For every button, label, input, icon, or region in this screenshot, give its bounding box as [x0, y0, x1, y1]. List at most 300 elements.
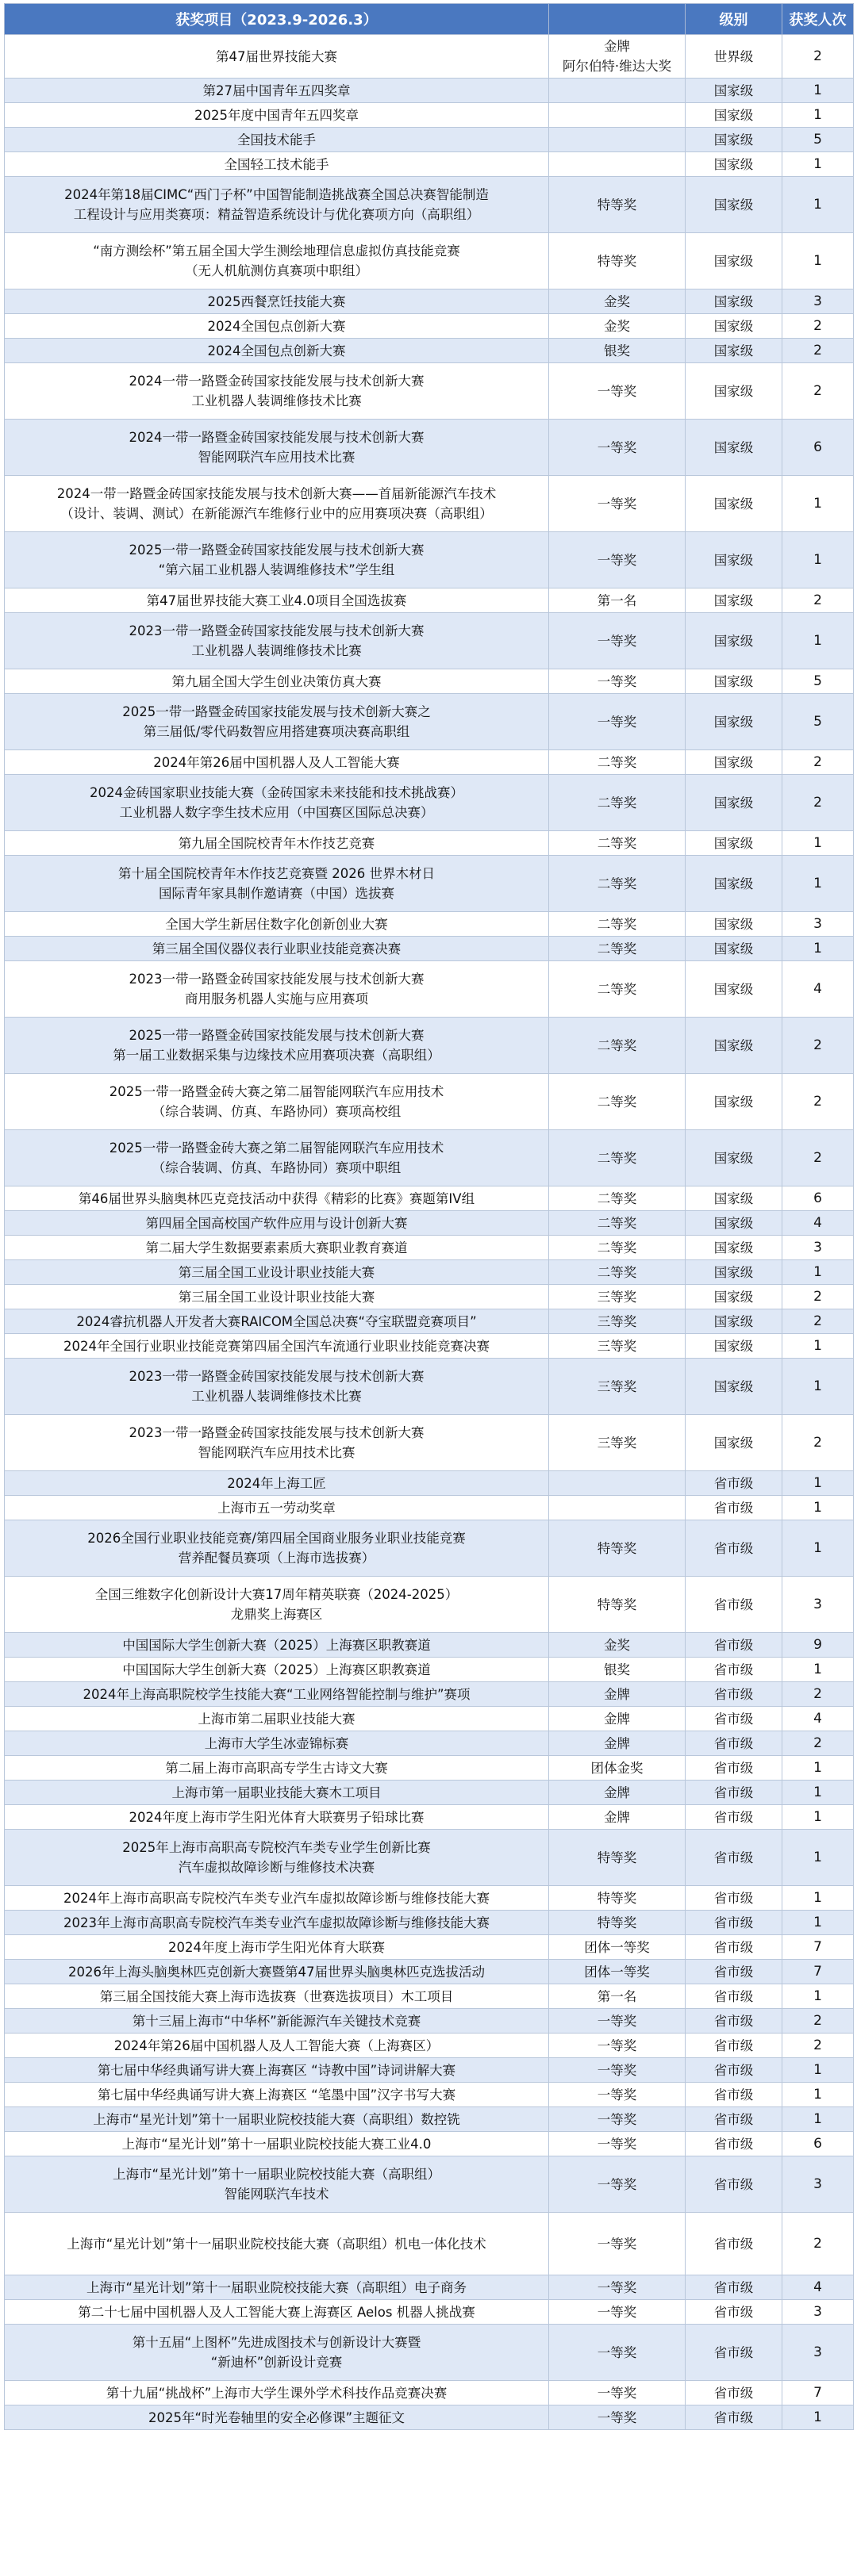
row-level-cell: 省市级: [686, 1984, 782, 2009]
table-row: [5, 420, 854, 476]
row-project-cell: 上海市“星光计划”第十一届职业院校技能大赛工业4.0: [5, 2132, 549, 2156]
awards-table: [4, 3, 854, 2430]
table-row: [5, 937, 854, 961]
row-project-cell: 2025年上海市高职高专院校汽车类专业学生创新比赛 汽车虚拟故障诊断与维修技术决赛: [5, 1830, 549, 1886]
row-level-cell: 省市级: [686, 1682, 782, 1707]
table-row: [5, 1756, 854, 1781]
row-award-cell: 一等奖: [549, 2300, 686, 2325]
table-row: [5, 613, 854, 669]
table-row: [5, 2325, 854, 2381]
table-row: [5, 1886, 854, 1911]
row-count-cell: 1: [782, 1334, 854, 1359]
row-project-cell: 第二届上海市高职高专学生古诗文大赛: [5, 1756, 549, 1781]
row-level-cell: 省市级: [686, 1471, 782, 1496]
row-level-cell: 省市级: [686, 1911, 782, 1935]
row-project-cell: 上海市第二届职业技能大赛: [5, 1707, 549, 1731]
row-count-cell: 2: [782, 1415, 854, 1471]
row-count-cell: 2: [782, 1309, 854, 1334]
row-count-cell: 1: [782, 2058, 854, 2083]
row-project-cell: 2024年全国行业职业技能竞赛第四届全国汽车流通行业职业技能竞赛决赛: [5, 1334, 549, 1359]
row-count-cell: 2: [782, 1285, 854, 1309]
row-count-cell: 6: [782, 1186, 854, 1211]
row-level-cell: 国家级: [686, 856, 782, 912]
row-level-cell: 省市级: [686, 1805, 782, 1830]
row-project-cell: 2023一带一路暨金砖国家技能发展与技术创新大赛 商用服务机器人实施与应用赛项: [5, 961, 549, 1018]
table-row: [5, 1805, 854, 1830]
row-level-cell: 国家级: [686, 314, 782, 339]
row-award-cell: 三等奖: [549, 1309, 686, 1334]
row-level-cell: 国家级: [686, 1415, 782, 1471]
row-award-cell: 二等奖: [549, 961, 686, 1018]
row-count-cell: 1: [782, 2083, 854, 2107]
row-level-cell: 省市级: [686, 1520, 782, 1577]
row-award-cell: [549, 152, 686, 177]
row-award-cell: 一等奖: [549, 2405, 686, 2430]
table-row: [5, 1781, 854, 1805]
row-level-cell: 省市级: [686, 1960, 782, 1984]
row-award-cell: 金奖: [549, 1633, 686, 1658]
row-project-cell: 2024金砖国家职业技能大赛（金砖国家未来技能和技术挑战赛） 工业机器人数字孪生技术应用（中国赛区国际总决赛）: [5, 775, 549, 831]
row-award-cell: 一等奖: [549, 2156, 686, 2213]
row-count-cell: 2: [782, 339, 854, 363]
row-award-cell: [549, 128, 686, 152]
table-row: [5, 961, 854, 1018]
row-project-cell: 上海市五一劳动奖章: [5, 1496, 549, 1520]
row-level-cell: 国家级: [686, 103, 782, 128]
row-project-cell: 上海市“星光计划”第十一届职业院校技能大赛（高职组）数控铣: [5, 2107, 549, 2132]
row-count-cell: 1: [782, 1260, 854, 1285]
row-project-cell: 第47届世界技能大赛: [5, 35, 549, 79]
table-row: [5, 1658, 854, 1682]
row-level-cell: 省市级: [686, 1658, 782, 1682]
row-award-cell: 一等奖: [549, 694, 686, 750]
row-project-cell: 全国三维数字化创新设计大赛17周年精英联赛（2024-2025） 龙鼎奖上海赛区: [5, 1577, 549, 1633]
table-row: [5, 1911, 854, 1935]
row-level-cell: 省市级: [686, 1707, 782, 1731]
table-row: [5, 152, 854, 177]
row-project-cell: 2025西餐烹饪技能大赛: [5, 289, 549, 314]
row-project-cell: 第十届全国院校青年木作技艺竞赛暨 2026 世界木材日 国际青年家具制作邀请赛（中国）选拔赛: [5, 856, 549, 912]
row-award-cell: [549, 1496, 686, 1520]
row-level-cell: 国家级: [686, 339, 782, 363]
row-award-cell: 二等奖: [549, 1074, 686, 1130]
row-level-cell: 省市级: [686, 2058, 782, 2083]
table-row: [5, 1211, 854, 1236]
header-award: [549, 4, 686, 35]
table-row: [5, 2381, 854, 2405]
row-award-cell: 一等奖: [549, 2107, 686, 2132]
row-count-cell: 1: [782, 2107, 854, 2132]
row-project-cell: 第十九届“挑战杯”上海市大学生课外学术科技作品竞赛决赛: [5, 2381, 549, 2405]
table-row: [5, 1074, 854, 1130]
table-row: [5, 2213, 854, 2275]
table-row: [5, 1935, 854, 1960]
row-award-cell: 团体一等奖: [549, 1960, 686, 1984]
row-award-cell: 特等奖: [549, 233, 686, 289]
row-count-cell: 4: [782, 2275, 854, 2300]
row-level-cell: 省市级: [686, 1731, 782, 1756]
row-project-cell: 2025年度中国青年五四奖章: [5, 103, 549, 128]
row-award-cell: 特等奖: [549, 1577, 686, 1633]
header-project: 获奖项目（2023.9-2026.3）: [5, 4, 549, 35]
row-award-cell: 一等奖: [549, 2275, 686, 2300]
row-level-cell: 国家级: [686, 1130, 782, 1186]
row-award-cell: 金牌: [549, 1707, 686, 1731]
table-row: [5, 128, 854, 152]
row-award-cell: 三等奖: [549, 1334, 686, 1359]
table-row: [5, 35, 854, 79]
row-level-cell: 国家级: [686, 289, 782, 314]
row-level-cell: 省市级: [686, 2381, 782, 2405]
row-count-cell: 4: [782, 961, 854, 1018]
row-count-cell: 1: [782, 233, 854, 289]
row-count-cell: 6: [782, 420, 854, 476]
row-level-cell: 国家级: [686, 961, 782, 1018]
row-project-cell: 2026年上海头脑奥林匹克创新大赛暨第47届世界头脑奥林匹克选拔活动: [5, 1960, 549, 1984]
row-level-cell: 国家级: [686, 128, 782, 152]
row-award-cell: 第一名: [549, 588, 686, 613]
row-count-cell: 1: [782, 1359, 854, 1415]
row-count-cell: 2: [782, 775, 854, 831]
row-award-cell: 一等奖: [549, 476, 686, 532]
row-project-cell: “南方测绘杯”第五届全国大学生测绘地理信息虚拟仿真技能竞赛 （无人机航测仿真赛项中职组）: [5, 233, 549, 289]
table-row: [5, 2405, 854, 2430]
table-row: [5, 1260, 854, 1285]
row-count-cell: 2: [782, 750, 854, 775]
row-count-cell: 1: [782, 152, 854, 177]
row-count-cell: 1: [782, 613, 854, 669]
row-project-cell: 2024全国包点创新大赛: [5, 339, 549, 363]
row-project-cell: 全国轻工技术能手: [5, 152, 549, 177]
row-count-cell: 2: [782, 588, 854, 613]
row-level-cell: 省市级: [686, 1577, 782, 1633]
table-row: [5, 363, 854, 420]
table-row: [5, 669, 854, 694]
row-level-cell: 国家级: [686, 613, 782, 669]
row-award-cell: 二等奖: [549, 1018, 686, 1074]
row-level-cell: 国家级: [686, 1359, 782, 1415]
row-count-cell: 1: [782, 103, 854, 128]
header-level: 级别: [686, 4, 782, 35]
row-award-cell: 一等奖: [549, 2325, 686, 2381]
table-row: [5, 1830, 854, 1886]
row-award-cell: 二等奖: [549, 1130, 686, 1186]
table-row: [5, 831, 854, 856]
row-level-cell: 国家级: [686, 152, 782, 177]
row-count-cell: 1: [782, 1658, 854, 1682]
row-award-cell: 金牌: [549, 1781, 686, 1805]
row-award-cell: 三等奖: [549, 1415, 686, 1471]
row-count-cell: 7: [782, 1935, 854, 1960]
table-row: [5, 476, 854, 532]
table-row: [5, 2156, 854, 2213]
row-level-cell: 国家级: [686, 420, 782, 476]
row-level-cell: 国家级: [686, 831, 782, 856]
row-project-cell: 全国技术能手: [5, 128, 549, 152]
row-level-cell: 国家级: [686, 937, 782, 961]
row-award-cell: 金牌: [549, 1682, 686, 1707]
row-level-cell: 省市级: [686, 1935, 782, 1960]
row-count-cell: 1: [782, 1471, 854, 1496]
row-award-cell: [549, 1471, 686, 1496]
row-project-cell: 第十五届“上图杯”先进成图技术与创新设计大赛暨 “新迪杯”创新设计竞赛: [5, 2325, 549, 2381]
row-project-cell: 2025年“时光卷轴里的安全必修课”主题征文: [5, 2405, 549, 2430]
table-row: [5, 1984, 854, 2009]
row-award-cell: 二等奖: [549, 775, 686, 831]
row-project-cell: 2024年度上海市学生阳光体育大联赛男子铅球比赛: [5, 1805, 549, 1830]
row-count-cell: 2: [782, 1130, 854, 1186]
row-count-cell: 2: [782, 2213, 854, 2275]
table-row: [5, 750, 854, 775]
row-count-cell: 1: [782, 1830, 854, 1886]
row-count-cell: 1: [782, 1805, 854, 1830]
row-award-cell: 特等奖: [549, 177, 686, 233]
row-project-cell: 第46届世界头脑奥林匹克竞技活动中获得《精彩的比赛》赛题第IV组: [5, 1186, 549, 1211]
row-level-cell: 国家级: [686, 1186, 782, 1211]
row-level-cell: 国家级: [686, 476, 782, 532]
table-row: [5, 314, 854, 339]
row-count-cell: 1: [782, 1984, 854, 2009]
row-level-cell: 国家级: [686, 79, 782, 103]
awards-sheet: [4, 3, 853, 2430]
row-project-cell: 第十三届上海市“中华杯”新能源汽车关键技术竞赛: [5, 2009, 549, 2034]
row-award-cell: 特等奖: [549, 1911, 686, 1935]
table-row: [5, 1334, 854, 1359]
row-project-cell: 2024年第18届CIMC“西门子杯”中国智能制造挑战赛全国总决赛智能制造 工程设计与应用类赛项：精益智造系统设计与优化赛项方向（高职组）: [5, 177, 549, 233]
row-count-cell: 2: [782, 1682, 854, 1707]
row-count-cell: 4: [782, 1211, 854, 1236]
row-award-cell: 一等奖: [549, 532, 686, 588]
table-row: [5, 1415, 854, 1471]
row-count-cell: 3: [782, 912, 854, 937]
row-level-cell: 省市级: [686, 1756, 782, 1781]
row-count-cell: 2: [782, 2034, 854, 2058]
row-level-cell: 国家级: [686, 532, 782, 588]
row-project-cell: 2024全国包点创新大赛: [5, 314, 549, 339]
table-row: [5, 1186, 854, 1211]
row-level-cell: 国家级: [686, 1334, 782, 1359]
row-award-cell: 第一名: [549, 1984, 686, 2009]
row-level-cell: 国家级: [686, 588, 782, 613]
row-project-cell: 中国国际大学生创新大赛（2025）上海赛区职教赛道: [5, 1633, 549, 1658]
row-award-cell: 二等奖: [549, 1211, 686, 1236]
row-level-cell: 国家级: [686, 694, 782, 750]
row-level-cell: 省市级: [686, 2009, 782, 2034]
row-award-cell: 金牌: [549, 1731, 686, 1756]
row-count-cell: 1: [782, 856, 854, 912]
row-project-cell: 2024年上海高职院校学生技能大赛“工业网络智能控制与维护”赛项: [5, 1682, 549, 1707]
row-award-cell: 一等奖: [549, 363, 686, 420]
row-count-cell: 1: [782, 1496, 854, 1520]
row-project-cell: 2023一带一路暨金砖国家技能发展与技术创新大赛 智能网联汽车应用技术比赛: [5, 1415, 549, 1471]
row-project-cell: 2025一带一路暨金砖国家技能发展与技术创新大赛 第一届工业数据采集与边缘技术应用赛项决赛（高职组）: [5, 1018, 549, 1074]
row-count-cell: 7: [782, 2381, 854, 2405]
table-row: [5, 2300, 854, 2325]
row-count-cell: 1: [782, 1911, 854, 1935]
row-count-cell: 1: [782, 1756, 854, 1781]
row-count-cell: 1: [782, 1520, 854, 1577]
row-award-cell: 一等奖: [549, 2132, 686, 2156]
row-level-cell: 省市级: [686, 1830, 782, 1886]
row-award-cell: 一等奖: [549, 669, 686, 694]
row-count-cell: 5: [782, 128, 854, 152]
row-level-cell: 省市级: [686, 1633, 782, 1658]
table-row: [5, 233, 854, 289]
row-count-cell: 1: [782, 177, 854, 233]
row-level-cell: 省市级: [686, 1496, 782, 1520]
table-row: [5, 1236, 854, 1260]
row-award-cell: 一等奖: [549, 2058, 686, 2083]
row-project-cell: 第47届世界技能大赛工业4.0项目全国选拔赛: [5, 588, 549, 613]
row-project-cell: 上海市“星光计划”第十一届职业院校技能大赛（高职组） 智能网联汽车技术: [5, 2156, 549, 2213]
row-project-cell: 2023一带一路暨金砖国家技能发展与技术创新大赛 工业机器人装调维修技术比赛: [5, 613, 549, 669]
row-count-cell: 3: [782, 1577, 854, 1633]
row-award-cell: 金牌 阿尔伯特·维达大奖: [549, 35, 686, 79]
row-count-cell: 7: [782, 1960, 854, 1984]
row-project-cell: 第三届全国技能大赛上海市选拔赛（世赛选拔项目）木工项目: [5, 1984, 549, 2009]
row-award-cell: 金奖: [549, 289, 686, 314]
table-row: [5, 1682, 854, 1707]
row-count-cell: 1: [782, 476, 854, 532]
row-level-cell: 国家级: [686, 1018, 782, 1074]
row-count-cell: 2: [782, 314, 854, 339]
table-row: [5, 103, 854, 128]
row-count-cell: 2: [782, 1018, 854, 1074]
row-count-cell: 1: [782, 1781, 854, 1805]
row-project-cell: 2025一带一路暨金砖大赛之第二届智能网联汽车应用技术 （综合装调、仿真、车路协同）赛项高校组: [5, 1074, 549, 1130]
row-award-cell: 二等奖: [549, 1260, 686, 1285]
row-level-cell: 国家级: [686, 1211, 782, 1236]
row-level-cell: 省市级: [686, 2300, 782, 2325]
table-row: [5, 2034, 854, 2058]
table-row: [5, 1471, 854, 1496]
row-award-cell: 特等奖: [549, 1886, 686, 1911]
row-project-cell: 全国大学生新居住数字化创新创业大赛: [5, 912, 549, 937]
row-award-cell: 三等奖: [549, 1285, 686, 1309]
row-award-cell: 二等奖: [549, 1236, 686, 1260]
row-award-cell: 二等奖: [549, 1186, 686, 1211]
row-level-cell: 国家级: [686, 1285, 782, 1309]
row-count-cell: 2: [782, 363, 854, 420]
row-project-cell: 第九届全国院校青年木作技艺竞赛: [5, 831, 549, 856]
table-row: [5, 694, 854, 750]
row-project-cell: 第九届全国大学生创业决策仿真大赛: [5, 669, 549, 694]
row-award-cell: 团体金奖: [549, 1756, 686, 1781]
table-header-row: [5, 4, 854, 35]
table-row: [5, 2083, 854, 2107]
table-row: [5, 1309, 854, 1334]
row-project-cell: 中国国际大学生创新大赛（2025）上海赛区职教赛道: [5, 1658, 549, 1682]
row-project-cell: 第四届全国高校国产软件应用与设计创新大赛: [5, 1211, 549, 1236]
row-level-cell: 国家级: [686, 1236, 782, 1260]
table-body: [5, 35, 854, 2430]
row-project-cell: 2026全国行业职业技能竞赛/第四届全国商业服务业职业技能竞赛 营养配餐员赛项（上海市选拔赛）: [5, 1520, 549, 1577]
table-row: [5, 79, 854, 103]
row-award-cell: [549, 79, 686, 103]
table-row: [5, 856, 854, 912]
row-count-cell: 2: [782, 35, 854, 79]
table-row: [5, 1018, 854, 1074]
table-row: [5, 1496, 854, 1520]
row-project-cell: 上海市第一届职业技能大赛木工项目: [5, 1781, 549, 1805]
row-project-cell: 第七届中华经典诵写讲大赛上海赛区 “笔墨中国”汉字书写大赛: [5, 2083, 549, 2107]
table-row: [5, 1577, 854, 1633]
row-level-cell: 国家级: [686, 775, 782, 831]
table-row: [5, 1633, 854, 1658]
row-award-cell: 二等奖: [549, 750, 686, 775]
table-row: [5, 2275, 854, 2300]
row-award-cell: [549, 103, 686, 128]
row-level-cell: 省市级: [686, 2275, 782, 2300]
row-count-cell: 2: [782, 1731, 854, 1756]
row-count-cell: 2: [782, 2009, 854, 2034]
table-row: [5, 339, 854, 363]
row-project-cell: 2024年上海工匠: [5, 1471, 549, 1496]
row-count-cell: 1: [782, 1886, 854, 1911]
row-count-cell: 6: [782, 2132, 854, 2156]
row-award-cell: 二等奖: [549, 912, 686, 937]
row-level-cell: 省市级: [686, 2325, 782, 2381]
row-project-cell: 2023年上海市高职高专院校汽车类专业汽车虚拟故障诊断与维修技能大赛: [5, 1911, 549, 1935]
row-level-cell: 省市级: [686, 1781, 782, 1805]
row-count-cell: 9: [782, 1633, 854, 1658]
table-row: [5, 588, 854, 613]
row-award-cell: 二等奖: [549, 937, 686, 961]
table-row: [5, 1359, 854, 1415]
row-project-cell: 第三届全国工业设计职业技能大赛: [5, 1285, 549, 1309]
row-count-cell: 5: [782, 669, 854, 694]
row-level-cell: 国家级: [686, 363, 782, 420]
row-award-cell: 银奖: [549, 339, 686, 363]
table-row: [5, 2058, 854, 2083]
row-project-cell: 2024年度上海市学生阳光体育大联赛: [5, 1935, 549, 1960]
row-count-cell: 3: [782, 289, 854, 314]
row-count-cell: 5: [782, 694, 854, 750]
table-row: [5, 1520, 854, 1577]
row-count-cell: 3: [782, 2156, 854, 2213]
row-award-cell: 二等奖: [549, 831, 686, 856]
row-award-cell: 银奖: [549, 1658, 686, 1682]
row-award-cell: 一等奖: [549, 613, 686, 669]
table-row: [5, 532, 854, 588]
table-row: [5, 2132, 854, 2156]
row-level-cell: 省市级: [686, 2156, 782, 2213]
row-award-cell: 特等奖: [549, 1830, 686, 1886]
row-award-cell: 一等奖: [549, 2213, 686, 2275]
row-level-cell: 世界级: [686, 35, 782, 79]
row-project-cell: 第三届全国仪器仪表行业职业技能竞赛决赛: [5, 937, 549, 961]
row-level-cell: 国家级: [686, 177, 782, 233]
row-count-cell: 4: [782, 1707, 854, 1731]
table-row: [5, 1130, 854, 1186]
row-level-cell: 省市级: [686, 2213, 782, 2275]
row-project-cell: 2025一带一路暨金砖国家技能发展与技术创新大赛 “第六届工业机器人装调维修技术”学生组: [5, 532, 549, 588]
table-row: [5, 1285, 854, 1309]
row-project-cell: 2024一带一路暨金砖国家技能发展与技术创新大赛 工业机器人装调维修技术比赛: [5, 363, 549, 420]
row-level-cell: 省市级: [686, 1886, 782, 1911]
row-count-cell: 3: [782, 2325, 854, 2381]
row-project-cell: 2024年上海市高职高专院校汽车类专业汽车虚拟故障诊断与维修技能大赛: [5, 1886, 549, 1911]
row-count-cell: 2: [782, 1074, 854, 1130]
row-level-cell: 国家级: [686, 1260, 782, 1285]
row-project-cell: 第27届中国青年五四奖章: [5, 79, 549, 103]
row-level-cell: 国家级: [686, 1309, 782, 1334]
row-project-cell: 2025一带一路暨金砖国家技能发展与技术创新大赛之 第三届低/零代码数智应用搭建赛项决赛高职组: [5, 694, 549, 750]
table-row: [5, 2009, 854, 2034]
row-award-cell: 一等奖: [549, 2381, 686, 2405]
row-project-cell: 上海市大学生冰壶锦标赛: [5, 1731, 549, 1756]
row-award-cell: 一等奖: [549, 2009, 686, 2034]
